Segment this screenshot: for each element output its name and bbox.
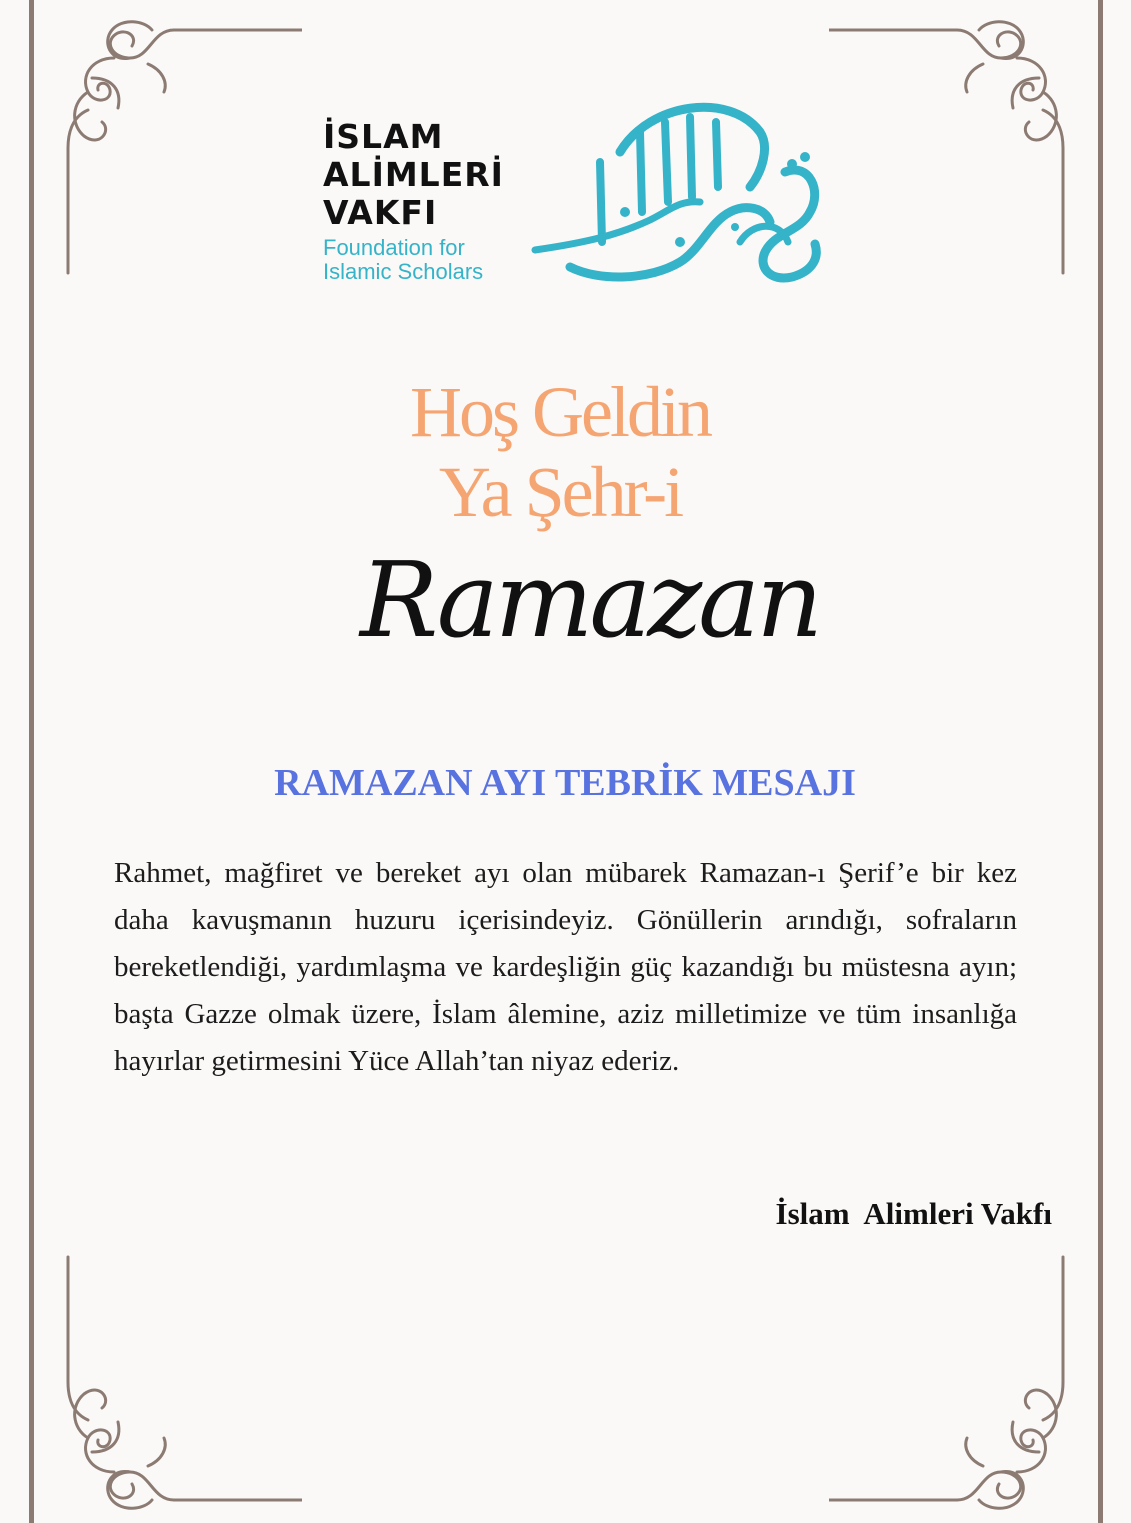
logo-line-alimleri: ALİMLERİ xyxy=(323,155,504,194)
headline-line-1: Hoş Geldin xyxy=(410,372,710,452)
headline-line-2: Ya Şehr-i xyxy=(438,452,682,532)
logo-subtitle-foundation: Foundation for xyxy=(323,235,465,260)
arabic-calligraphy-icon xyxy=(530,92,830,292)
frame-right-border xyxy=(1098,0,1103,1523)
logo-subtitle-scholars: Islamic Scholars xyxy=(323,259,484,284)
logo-line-islam: İSLAM xyxy=(323,117,444,156)
ornament-corner-bottom-right-icon xyxy=(829,1232,1079,1512)
message-title: RAMAZAN AYI TEBRİK MESAJI xyxy=(274,762,856,804)
logo-line-vakfi: VAKFI xyxy=(323,193,438,232)
ornament-corner-top-left-icon xyxy=(52,18,302,298)
message-body: Rahmet, mağfiret ve bereket ayı olan mübarek Ramazan-ı Şerif’e bir kez daha kavuşmanın huzuru içerisindeyiz. Gönüllerin arındığı, sofraların bereketlendiği, yardımlaşma ve kardeşliğin güç kazandığı bu müstesna ayın; başta Gazze olmak üzere, İslam âlemine, aziz milletimize ve tüm insanlığa hayırlar getirmesini Yüce Allah’tan niyaz ederiz. xyxy=(114,857,1017,1077)
headline-script-ramazan: Ramazan xyxy=(360,539,820,661)
foundation-logo xyxy=(323,118,533,284)
ornament-corner-bottom-left-icon xyxy=(52,1232,302,1512)
ornament-corner-top-right-icon xyxy=(829,18,1079,298)
message-signature: İslam Alimleri Vakfı xyxy=(775,1196,1052,1231)
frame-left-border xyxy=(29,0,34,1523)
